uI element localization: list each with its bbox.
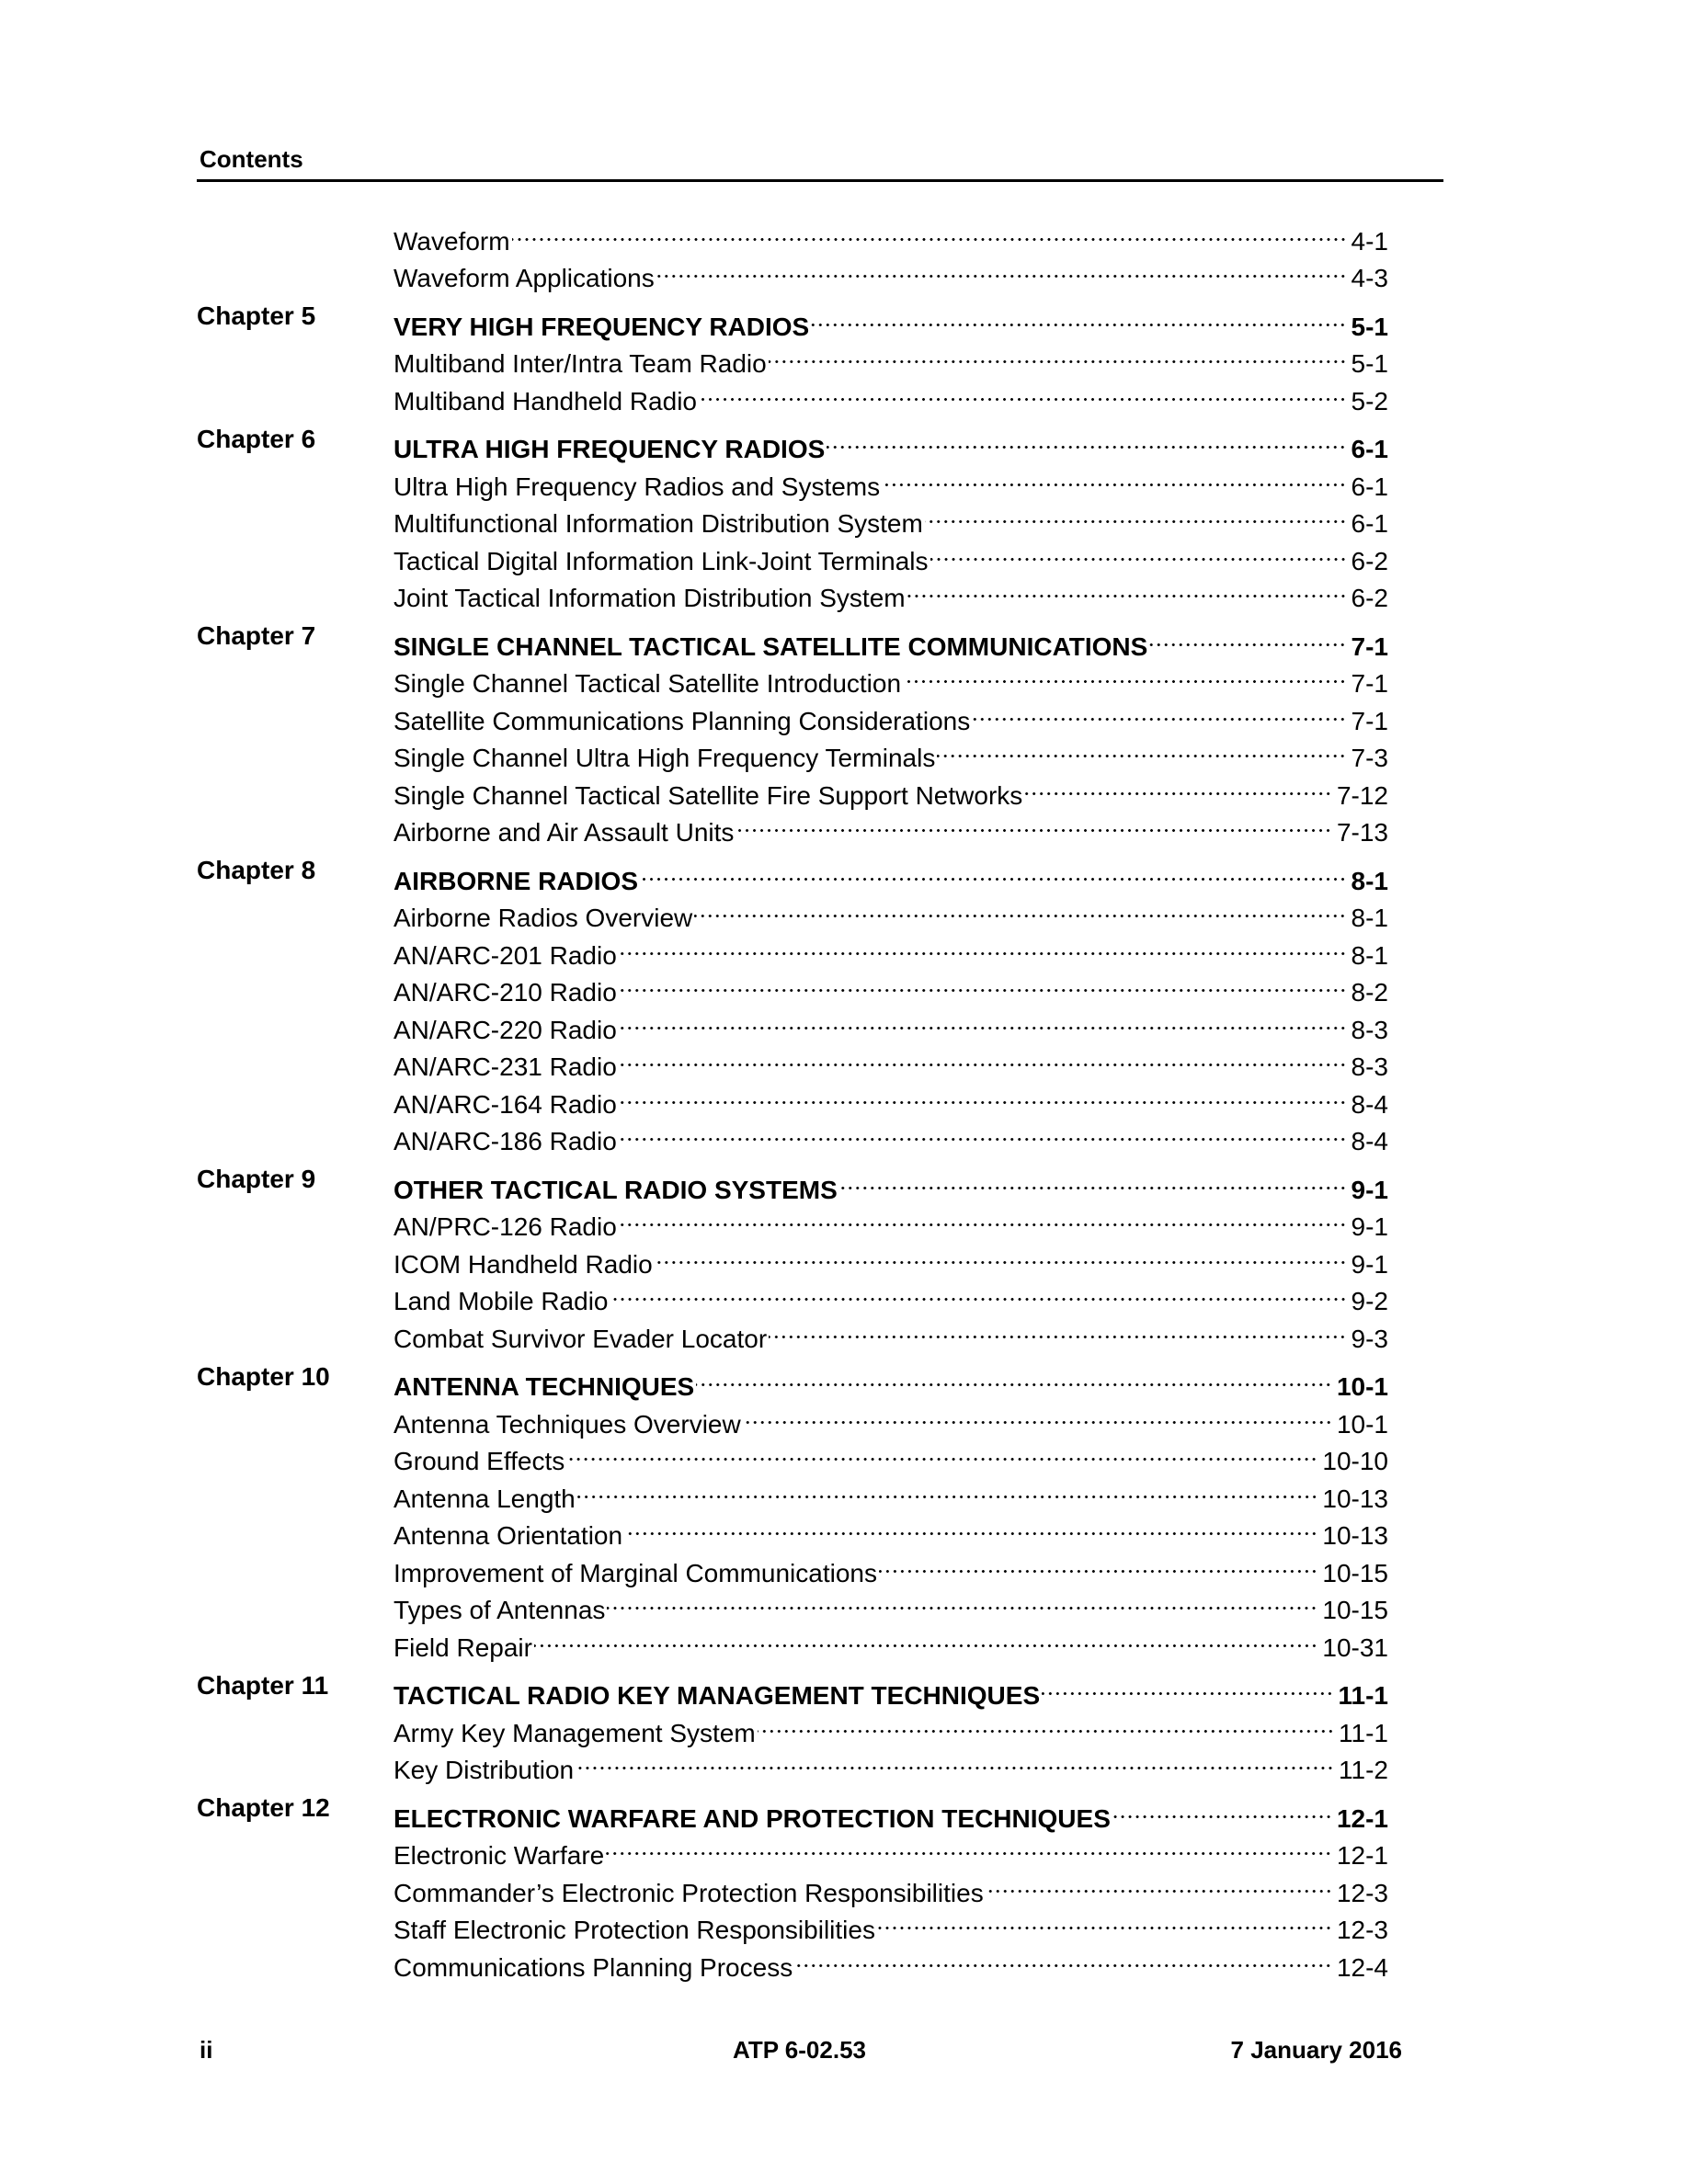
dot-leader [512, 212, 1351, 250]
toc-entry[interactable] [393, 570, 1388, 618]
entry-page-number: 10-31 [1322, 1632, 1388, 1662]
chapter-label: Chapter 10 [197, 1361, 330, 1391]
dot-leader [811, 298, 1350, 336]
entry-page-number: 10-13 [1322, 1521, 1388, 1550]
dot-leader [619, 1001, 1351, 1039]
dot-leader [827, 421, 1350, 459]
footer-date: 7 January 2016 [1230, 2036, 1402, 2064]
entry-title: SINGLE CHANNEL TACTICAL SATELLITE COMMUNICATIONS [393, 631, 1148, 661]
toc-entry[interactable] [393, 1310, 1388, 1358]
toc-chapter-row[interactable] [197, 1161, 1388, 1204]
dot-leader [640, 852, 1351, 890]
toc-chapter-row[interactable] [197, 298, 1388, 341]
entry-page-number: 9-2 [1351, 1287, 1388, 1315]
dot-leader [577, 1470, 1322, 1507]
dot-leader [607, 1582, 1321, 1620]
dot-leader [696, 1359, 1336, 1396]
entry-title: ANTENNA TECHNIQUES [393, 1372, 695, 1401]
toc-chapter-row[interactable] [197, 618, 1388, 661]
dot-leader [699, 372, 1351, 410]
dot-leader [619, 1075, 1351, 1113]
toc-section-row[interactable] [197, 1742, 1388, 1784]
entry-title: Airborne and Air Assault Units [393, 818, 735, 847]
toc-section-row[interactable] [197, 336, 1388, 378]
toc-section-row[interactable] [197, 212, 1388, 256]
footer-publication: ATP 6-02.53 [732, 2036, 866, 2064]
entry-page-number: 10-1 [1336, 1372, 1388, 1401]
toc-section-row[interactable] [197, 458, 1388, 501]
toc-section-row[interactable] [197, 532, 1388, 575]
toc-section-row[interactable] [197, 730, 1388, 772]
entry-page-number: 7-13 [1336, 818, 1388, 847]
entry-title: Commander’s Electronic Protection Responsibilities [393, 1878, 984, 1907]
dot-leader [758, 1704, 1338, 1742]
entry-page-number: 10-15 [1322, 1596, 1388, 1624]
entry-title: AN/ARC-231 Radio [393, 1052, 617, 1081]
toc-entry[interactable] [393, 1113, 1388, 1161]
entry-page-number: 8-3 [1351, 1052, 1388, 1081]
toc-entry[interactable] [393, 372, 1388, 420]
entry-page-number: 12-1 [1336, 1803, 1388, 1833]
toc-chapter-row[interactable] [197, 421, 1388, 463]
entry-page-number: 11-2 [1339, 1756, 1388, 1784]
entry-title: Electronic Warfare [393, 1841, 605, 1870]
toc-section-row[interactable] [197, 1619, 1388, 1662]
toc-section-row[interactable] [197, 1310, 1388, 1353]
entry-page-number: 5-1 [1351, 312, 1388, 341]
toc-section-row[interactable] [197, 495, 1388, 538]
toc-section-row[interactable] [197, 804, 1388, 847]
entry-page-number: 10-10 [1322, 1447, 1388, 1475]
header-rule [197, 179, 1443, 182]
toc-section-row[interactable] [197, 1544, 1388, 1587]
toc-chapter-row[interactable] [197, 1359, 1388, 1401]
toc-section-row[interactable] [197, 1075, 1388, 1119]
entry-title: Joint Tactical Information Distribution System [393, 584, 906, 612]
toc-section-row[interactable] [197, 1902, 1388, 1944]
entry-title: Types of Antennas [393, 1596, 606, 1624]
dot-leader [619, 927, 1351, 964]
dot-leader [619, 964, 1351, 1002]
entry-title: Multiband Inter/Intra Team Radio [393, 349, 767, 378]
entry-title: ICOM Handheld Radio [393, 1249, 653, 1279]
dot-leader [972, 692, 1350, 730]
entry-page-number: 11-1 [1339, 1718, 1388, 1747]
dot-leader [736, 804, 1336, 842]
chapter-label: Chapter 11 [197, 1670, 329, 1700]
entry-title: Improvement of Marginal Communications [393, 1558, 877, 1587]
entry-title: AN/ARC-186 Radio [393, 1127, 617, 1155]
entry-page-number: 6-2 [1351, 584, 1388, 612]
entry-page-number: 6-2 [1351, 546, 1388, 575]
toc-section-row[interactable] [197, 1113, 1388, 1155]
dot-leader [1024, 767, 1336, 804]
entry-title: Multifunctional Information Distribution System [393, 509, 923, 538]
toc-chapter-row[interactable] [197, 852, 1388, 895]
entry-title: Ground Effects [393, 1447, 565, 1475]
entry-title: Communications Planning Process [393, 1952, 793, 1982]
toc-section-row[interactable] [197, 1939, 1388, 1982]
dot-leader [907, 570, 1351, 608]
toc-section-row[interactable] [197, 1433, 1388, 1475]
entry-page-number: 8-4 [1351, 1089, 1388, 1119]
entry-title: Army Key Management System [393, 1718, 756, 1747]
toc-entry[interactable] [393, 250, 1388, 298]
entry-page-number: 4-1 [1351, 226, 1388, 256]
entry-title: Single Channel Tactical Satellite Introduction [393, 669, 902, 698]
entry-title: AN/ARC-220 Radio [393, 1015, 617, 1044]
entry-page-number: 7-12 [1336, 780, 1388, 810]
entry-page-number: 10-13 [1322, 1484, 1388, 1513]
toc-section-row[interactable] [197, 1507, 1388, 1550]
dot-leader [566, 1433, 1321, 1471]
entry-title: Multiband Handheld Radio [393, 386, 697, 415]
entry-title: Ultra High Frequency Radios and Systems [393, 472, 881, 501]
toc-section-row[interactable] [197, 1395, 1388, 1439]
entry-page-number: 7-3 [1351, 744, 1388, 772]
entry-title: Antenna Techniques Overview [393, 1409, 741, 1439]
entry-title: AN/ARC-164 Radio [393, 1089, 617, 1119]
dot-leader [877, 1902, 1336, 1939]
dot-leader [769, 1310, 1350, 1348]
entry-page-number: 5-2 [1351, 386, 1388, 415]
toc-section-row[interactable] [197, 570, 1388, 612]
toc-section-row[interactable] [197, 1039, 1388, 1081]
entry-title: Waveform Applications [393, 264, 655, 292]
dot-leader [606, 1827, 1336, 1865]
toc-entry[interactable] [393, 1742, 1388, 1790]
entry-page-number: 7-1 [1351, 631, 1388, 661]
entry-title: VERY HIGH FREQUENCY RADIOS [393, 312, 810, 341]
chapter-label: Chapter 9 [197, 1165, 316, 1193]
toc-section-row[interactable] [197, 1704, 1388, 1747]
dot-leader [694, 890, 1350, 927]
dot-leader [610, 1273, 1351, 1311]
dot-leader [1149, 618, 1350, 655]
entry-page-number: 5-1 [1351, 349, 1388, 378]
entry-title: Tactical Digital Information Link-Joint Terminals [393, 546, 929, 575]
chapter-label: Chapter 5 [197, 301, 316, 330]
dot-leader [925, 495, 1351, 533]
toc-section-row[interactable] [197, 1470, 1388, 1513]
toc-entry[interactable] [393, 804, 1388, 852]
entry-title: Satellite Communications Planning Considerations [393, 706, 971, 735]
entry-page-number: 9-1 [1351, 1249, 1388, 1279]
dot-leader [769, 336, 1351, 373]
entry-title: Combat Survivor Evader Locator [393, 1324, 768, 1353]
entry-title: Key Distribution [393, 1756, 575, 1784]
toc-section-row[interactable] [197, 927, 1388, 970]
chapter-label: Chapter 6 [197, 424, 316, 453]
entry-title: AN/ARC-210 Radio [393, 978, 617, 1007]
entry-page-number: 12-3 [1336, 1916, 1388, 1944]
dot-leader [1042, 1667, 1337, 1705]
dot-leader [986, 1864, 1336, 1902]
entry-title: AIRBORNE RADIOS [393, 866, 639, 895]
dot-leader [903, 655, 1350, 693]
entry-title: ULTRA HIGH FREQUENCY RADIOS [393, 435, 826, 463]
entry-page-number: 8-1 [1351, 866, 1388, 895]
toc-section-row[interactable] [197, 1273, 1388, 1315]
entry-page-number: 8-1 [1351, 940, 1388, 970]
entry-page-number: 9-1 [1351, 1175, 1388, 1204]
toc-section-row[interactable] [197, 250, 1388, 292]
entry-title: Single Channel Ultra High Frequency Terminals [393, 744, 936, 772]
toc-section-row[interactable] [197, 372, 1388, 415]
entry-title: Single Channel Tactical Satellite Fire Support Networks [393, 780, 1023, 810]
chapter-label: Chapter 12 [197, 1793, 330, 1822]
entry-page-number: 7-1 [1351, 669, 1388, 698]
entry-title: OTHER TACTICAL RADIO SYSTEMS [393, 1175, 838, 1204]
entry-title: Antenna Length [393, 1484, 576, 1513]
toc-section-row[interactable] [197, 1582, 1388, 1624]
entry-title: TACTICAL RADIO KEY MANAGEMENT TECHNIQUES [393, 1681, 1041, 1710]
dot-leader [794, 1939, 1336, 1976]
entry-page-number: 8-1 [1351, 904, 1388, 932]
entry-page-number: 11-1 [1338, 1681, 1388, 1710]
toc-section-row[interactable] [197, 767, 1388, 810]
dot-leader [879, 1544, 1321, 1582]
entry-title: Antenna Orientation [393, 1521, 623, 1550]
entry-page-number: 12-3 [1336, 1878, 1388, 1907]
entry-title: Staff Electronic Protection Responsibilities [393, 1916, 875, 1944]
page-header [197, 145, 1443, 182]
entry-page-number: 9-3 [1351, 1324, 1388, 1353]
dot-leader [619, 1113, 1351, 1151]
entry-title: AN/ARC-201 Radio [393, 940, 617, 970]
dot-leader [534, 1619, 1321, 1656]
dot-leader [839, 1161, 1351, 1199]
dot-leader [882, 458, 1350, 495]
entry-page-number: 6-1 [1351, 472, 1388, 501]
entry-page-number: 10-1 [1336, 1409, 1388, 1439]
toc-section-row[interactable] [197, 890, 1388, 932]
entry-title: Field Repair [393, 1632, 532, 1662]
toc-section-row[interactable] [197, 1827, 1388, 1870]
dot-leader [655, 1235, 1351, 1273]
entry-page-number: 8-4 [1351, 1127, 1388, 1155]
toc-section-row[interactable] [197, 692, 1388, 735]
entry-page-number: 4-3 [1351, 264, 1388, 292]
dot-leader [619, 1199, 1351, 1236]
chapter-label: Chapter 7 [197, 621, 316, 650]
footer-page-number: ii [200, 2036, 213, 2064]
dot-leader [743, 1395, 1336, 1433]
dot-leader [619, 1039, 1351, 1076]
toc-chapter-row[interactable] [197, 1667, 1388, 1710]
dot-leader [930, 532, 1351, 570]
toc-entry[interactable] [393, 1939, 1388, 1986]
entry-title: AN/PRC-126 Radio [393, 1212, 617, 1241]
entry-page-number: 6-1 [1351, 509, 1388, 538]
entry-page-number: 12-4 [1336, 1952, 1388, 1982]
entry-page-number: 8-3 [1351, 1015, 1388, 1044]
entry-title: Land Mobile Radio [393, 1287, 609, 1315]
entry-page-number: 10-15 [1322, 1558, 1388, 1587]
entry-page-number: 6-1 [1351, 435, 1388, 463]
running-header-title: Contents [200, 145, 303, 173]
toc-section-row[interactable] [197, 1001, 1388, 1044]
entry-title: Waveform [393, 226, 510, 256]
toc-section-row[interactable] [197, 964, 1388, 1007]
entry-title: ELECTRONIC WARFARE AND PROTECTION TECHNIQUES [393, 1803, 1111, 1833]
toc-section-row[interactable] [197, 1199, 1388, 1241]
toc-chapter-row[interactable] [197, 1790, 1388, 1833]
dot-leader [937, 730, 1350, 768]
entry-title: Airborne Radios Overview [393, 904, 693, 932]
entry-page-number: 9-1 [1351, 1212, 1388, 1241]
dot-leader [576, 1742, 1338, 1780]
dot-leader [624, 1507, 1321, 1545]
entry-page-number: 8-2 [1351, 978, 1388, 1007]
toc-section-row[interactable] [197, 1235, 1388, 1279]
dot-leader [1112, 1790, 1336, 1827]
toc-entry[interactable] [393, 1619, 1388, 1666]
entry-page-number: 12-1 [1336, 1841, 1388, 1870]
toc-section-row[interactable] [197, 655, 1388, 698]
entry-page-number: 7-1 [1351, 706, 1388, 735]
chapter-label: Chapter 8 [197, 856, 316, 884]
table-of-contents [197, 212, 1388, 1982]
toc-section-row[interactable] [197, 1864, 1388, 1907]
dot-leader [656, 250, 1351, 288]
